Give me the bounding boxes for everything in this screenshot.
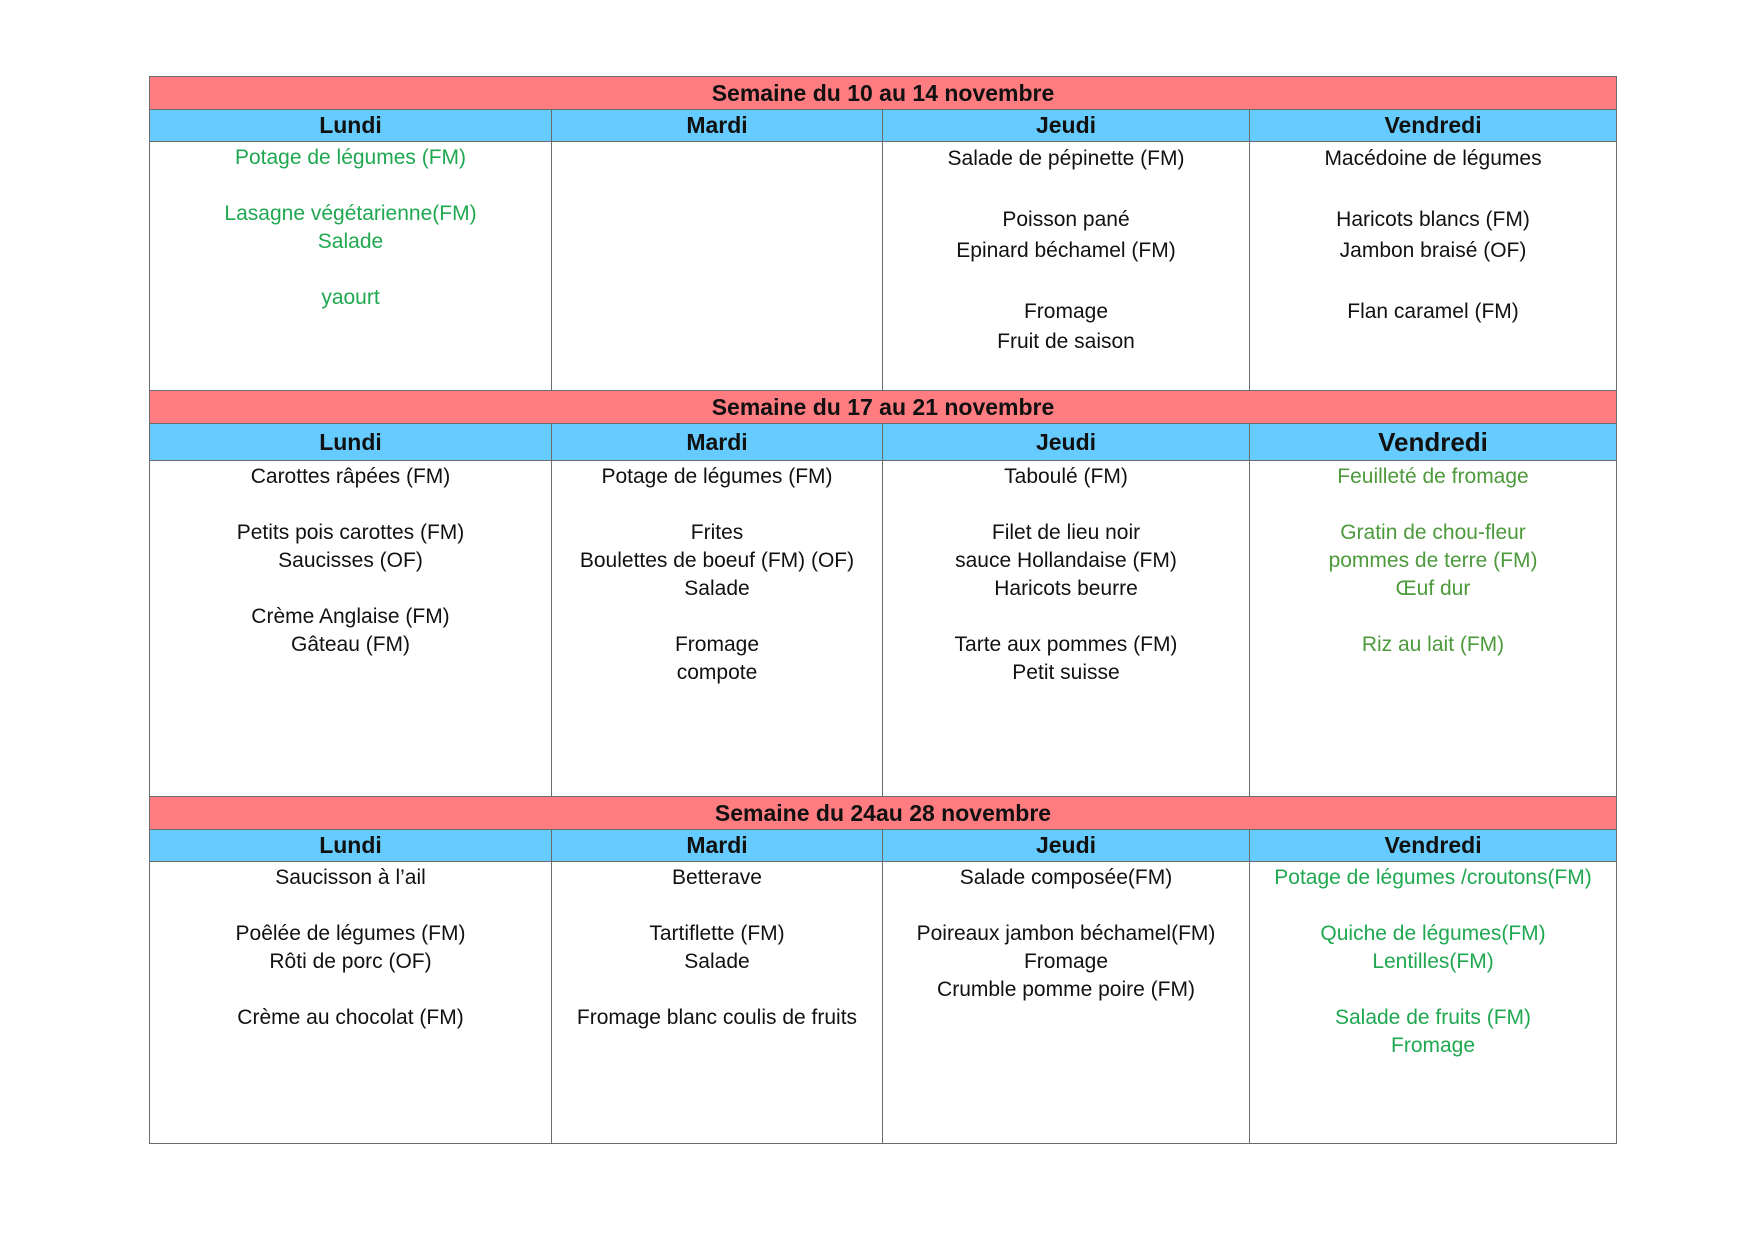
school-menu-table <box>149 76 1617 1144</box>
week-title: Semaine du 17 au 21 novembre <box>150 391 1617 424</box>
menu-item: Gratin de chou-fleur <box>1340 521 1526 544</box>
menu-spacer <box>883 603 1249 631</box>
menu-item: Petit suisse <box>1012 661 1120 684</box>
menu-item: Rôti de porc (OF) <box>269 950 432 973</box>
menu-item: Frites <box>690 521 744 544</box>
menu-spacer <box>150 491 551 519</box>
menu-item: Petits pois carottes (FM) <box>236 521 465 544</box>
menu-spacer <box>552 603 882 631</box>
meal-row <box>150 142 1617 391</box>
menu-item: Macédoine de légumes <box>1324 147 1542 170</box>
menu-spacer <box>1250 491 1616 519</box>
menu-item: Boulettes de boeuf (FM) (OF) <box>579 549 855 572</box>
menu-spacer <box>883 491 1249 519</box>
day-header: Jeudi <box>883 830 1250 862</box>
menu-spacer <box>552 491 882 519</box>
menu-item: Crème Anglaise (FM) <box>251 605 450 628</box>
menu-item: yaourt <box>321 286 380 309</box>
meal-cell <box>150 461 552 797</box>
meal-cell <box>552 461 883 797</box>
meal-cell <box>150 142 552 391</box>
meal-cell <box>1250 142 1617 391</box>
menu-item: Gâteau (FM) <box>290 633 411 656</box>
menu-item: Saucisses (OF) <box>278 549 423 572</box>
menu-item: Carottes râpées (FM) <box>250 465 451 488</box>
menu-item: Filet de lieu noir <box>991 521 1141 544</box>
menu-item: Lentilles(FM) <box>1372 950 1494 973</box>
menu-item: Riz au lait (FM) <box>1361 633 1505 656</box>
day-header: Lundi <box>150 830 552 862</box>
menu-item: Tarte aux pommes (FM) <box>954 633 1178 656</box>
day-header-row <box>150 110 1617 142</box>
day-header: Vendredi <box>1250 830 1617 862</box>
meal-cell <box>883 142 1250 391</box>
menu-spacer <box>1250 266 1616 297</box>
day-header: Lundi <box>150 110 552 142</box>
menu-spacer <box>552 976 882 1004</box>
day-header: Jeudi <box>883 424 1250 461</box>
menu-item: Potage de légumes (FM) <box>601 465 833 488</box>
menu-item: Fromage <box>674 633 760 656</box>
menu-item: Haricots beurre <box>994 577 1138 600</box>
menu-spacer <box>1250 603 1616 631</box>
menu-item: Potage de légumes /croutons(FM) <box>1274 866 1592 889</box>
menu-item: Feuilleté de fromage <box>1337 465 1529 488</box>
menu-spacer <box>883 892 1249 920</box>
meal-cell <box>1250 461 1617 797</box>
week-title: Semaine du 10 au 14 novembre <box>150 77 1617 110</box>
menu-item: Lasagne végétarienne(FM) <box>224 202 477 225</box>
menu-spacer <box>150 976 551 1004</box>
menu-spacer <box>1250 976 1616 1004</box>
meal-row <box>150 461 1617 797</box>
week-header-row <box>150 797 1617 830</box>
menu-spacer <box>883 266 1249 297</box>
day-header: Jeudi <box>883 110 1250 142</box>
day-header: Lundi <box>150 424 552 461</box>
week-header-row <box>150 77 1617 110</box>
menu-item: Quiche de légumes(FM) <box>1320 922 1546 945</box>
day-header: Vendredi <box>1250 424 1617 461</box>
menu-item: Salade <box>684 950 750 973</box>
meal-cell <box>1250 862 1617 1144</box>
week-header-row <box>150 391 1617 424</box>
menu-item: Crumble pomme poire (FM) <box>937 978 1195 1001</box>
meal-row <box>150 862 1617 1144</box>
menu-spacer <box>552 892 882 920</box>
meal-cell <box>552 142 883 391</box>
menu-spacer <box>1250 892 1616 920</box>
menu-item: Salade composée(FM) <box>959 866 1173 889</box>
menu-item: Salade <box>317 230 384 253</box>
day-header: Mardi <box>552 110 883 142</box>
menu-item: Flan caramel (FM) <box>1347 299 1519 323</box>
menu-item: compote <box>676 661 758 684</box>
menu-item: Saucisson à l’ail <box>275 866 426 889</box>
menu-spacer <box>1250 175 1616 206</box>
day-header: Mardi <box>552 424 883 461</box>
menu-item: Potage de légumes (FM) <box>234 146 467 169</box>
menu-item: Fruit de saison <box>997 330 1135 353</box>
menu-spacer <box>150 892 551 920</box>
menu-spacer <box>150 172 551 200</box>
week-title: Semaine du 24au 28 novembre <box>150 797 1617 830</box>
day-header: Mardi <box>552 830 883 862</box>
menu-item: Salade <box>684 577 750 600</box>
day-header-row <box>150 424 1617 461</box>
menu-spacer <box>150 575 551 603</box>
menu-item: Poêlée de légumes (FM) <box>235 922 466 945</box>
menu-item: Salade de fruits (FM) <box>1334 1006 1532 1029</box>
menu-item: Salade de pépinette (FM) <box>947 147 1185 170</box>
menu-spacer <box>883 175 1249 206</box>
menu-item: Poireaux jambon béchamel(FM) <box>916 922 1216 945</box>
menu-item: Fromage <box>1023 950 1109 973</box>
menu-item: Fromage <box>1023 299 1109 323</box>
menu-item: Tartiflette (FM) <box>649 922 785 945</box>
meal-cell <box>150 862 552 1144</box>
menu-item: Crème au chocolat (FM) <box>237 1006 464 1029</box>
menu-item: Fromage blanc coulis de fruits <box>576 1006 858 1029</box>
menu-item: Œuf dur <box>1395 577 1471 600</box>
day-header: Vendredi <box>1250 110 1617 142</box>
menu-item: sauce Hollandaise (FM) <box>955 549 1177 572</box>
menu-item: Jambon braisé (OF) <box>1339 238 1527 262</box>
menu-item: Poisson pané <box>1002 208 1130 231</box>
menu-item: pommes de terre (FM) <box>1328 549 1538 572</box>
meal-cell <box>883 862 1250 1144</box>
day-header-row <box>150 830 1617 862</box>
menu-item: Epinard béchamel (FM) <box>956 238 1176 262</box>
menu-item: Betterave <box>672 866 762 889</box>
menu-spacer <box>150 256 551 284</box>
meal-cell <box>883 461 1250 797</box>
menu-item: Taboulé (FM) <box>1004 465 1128 488</box>
menu-item: Fromage <box>1391 1034 1476 1057</box>
meal-cell <box>552 862 883 1144</box>
menu-item: Haricots blancs (FM) <box>1336 208 1530 231</box>
